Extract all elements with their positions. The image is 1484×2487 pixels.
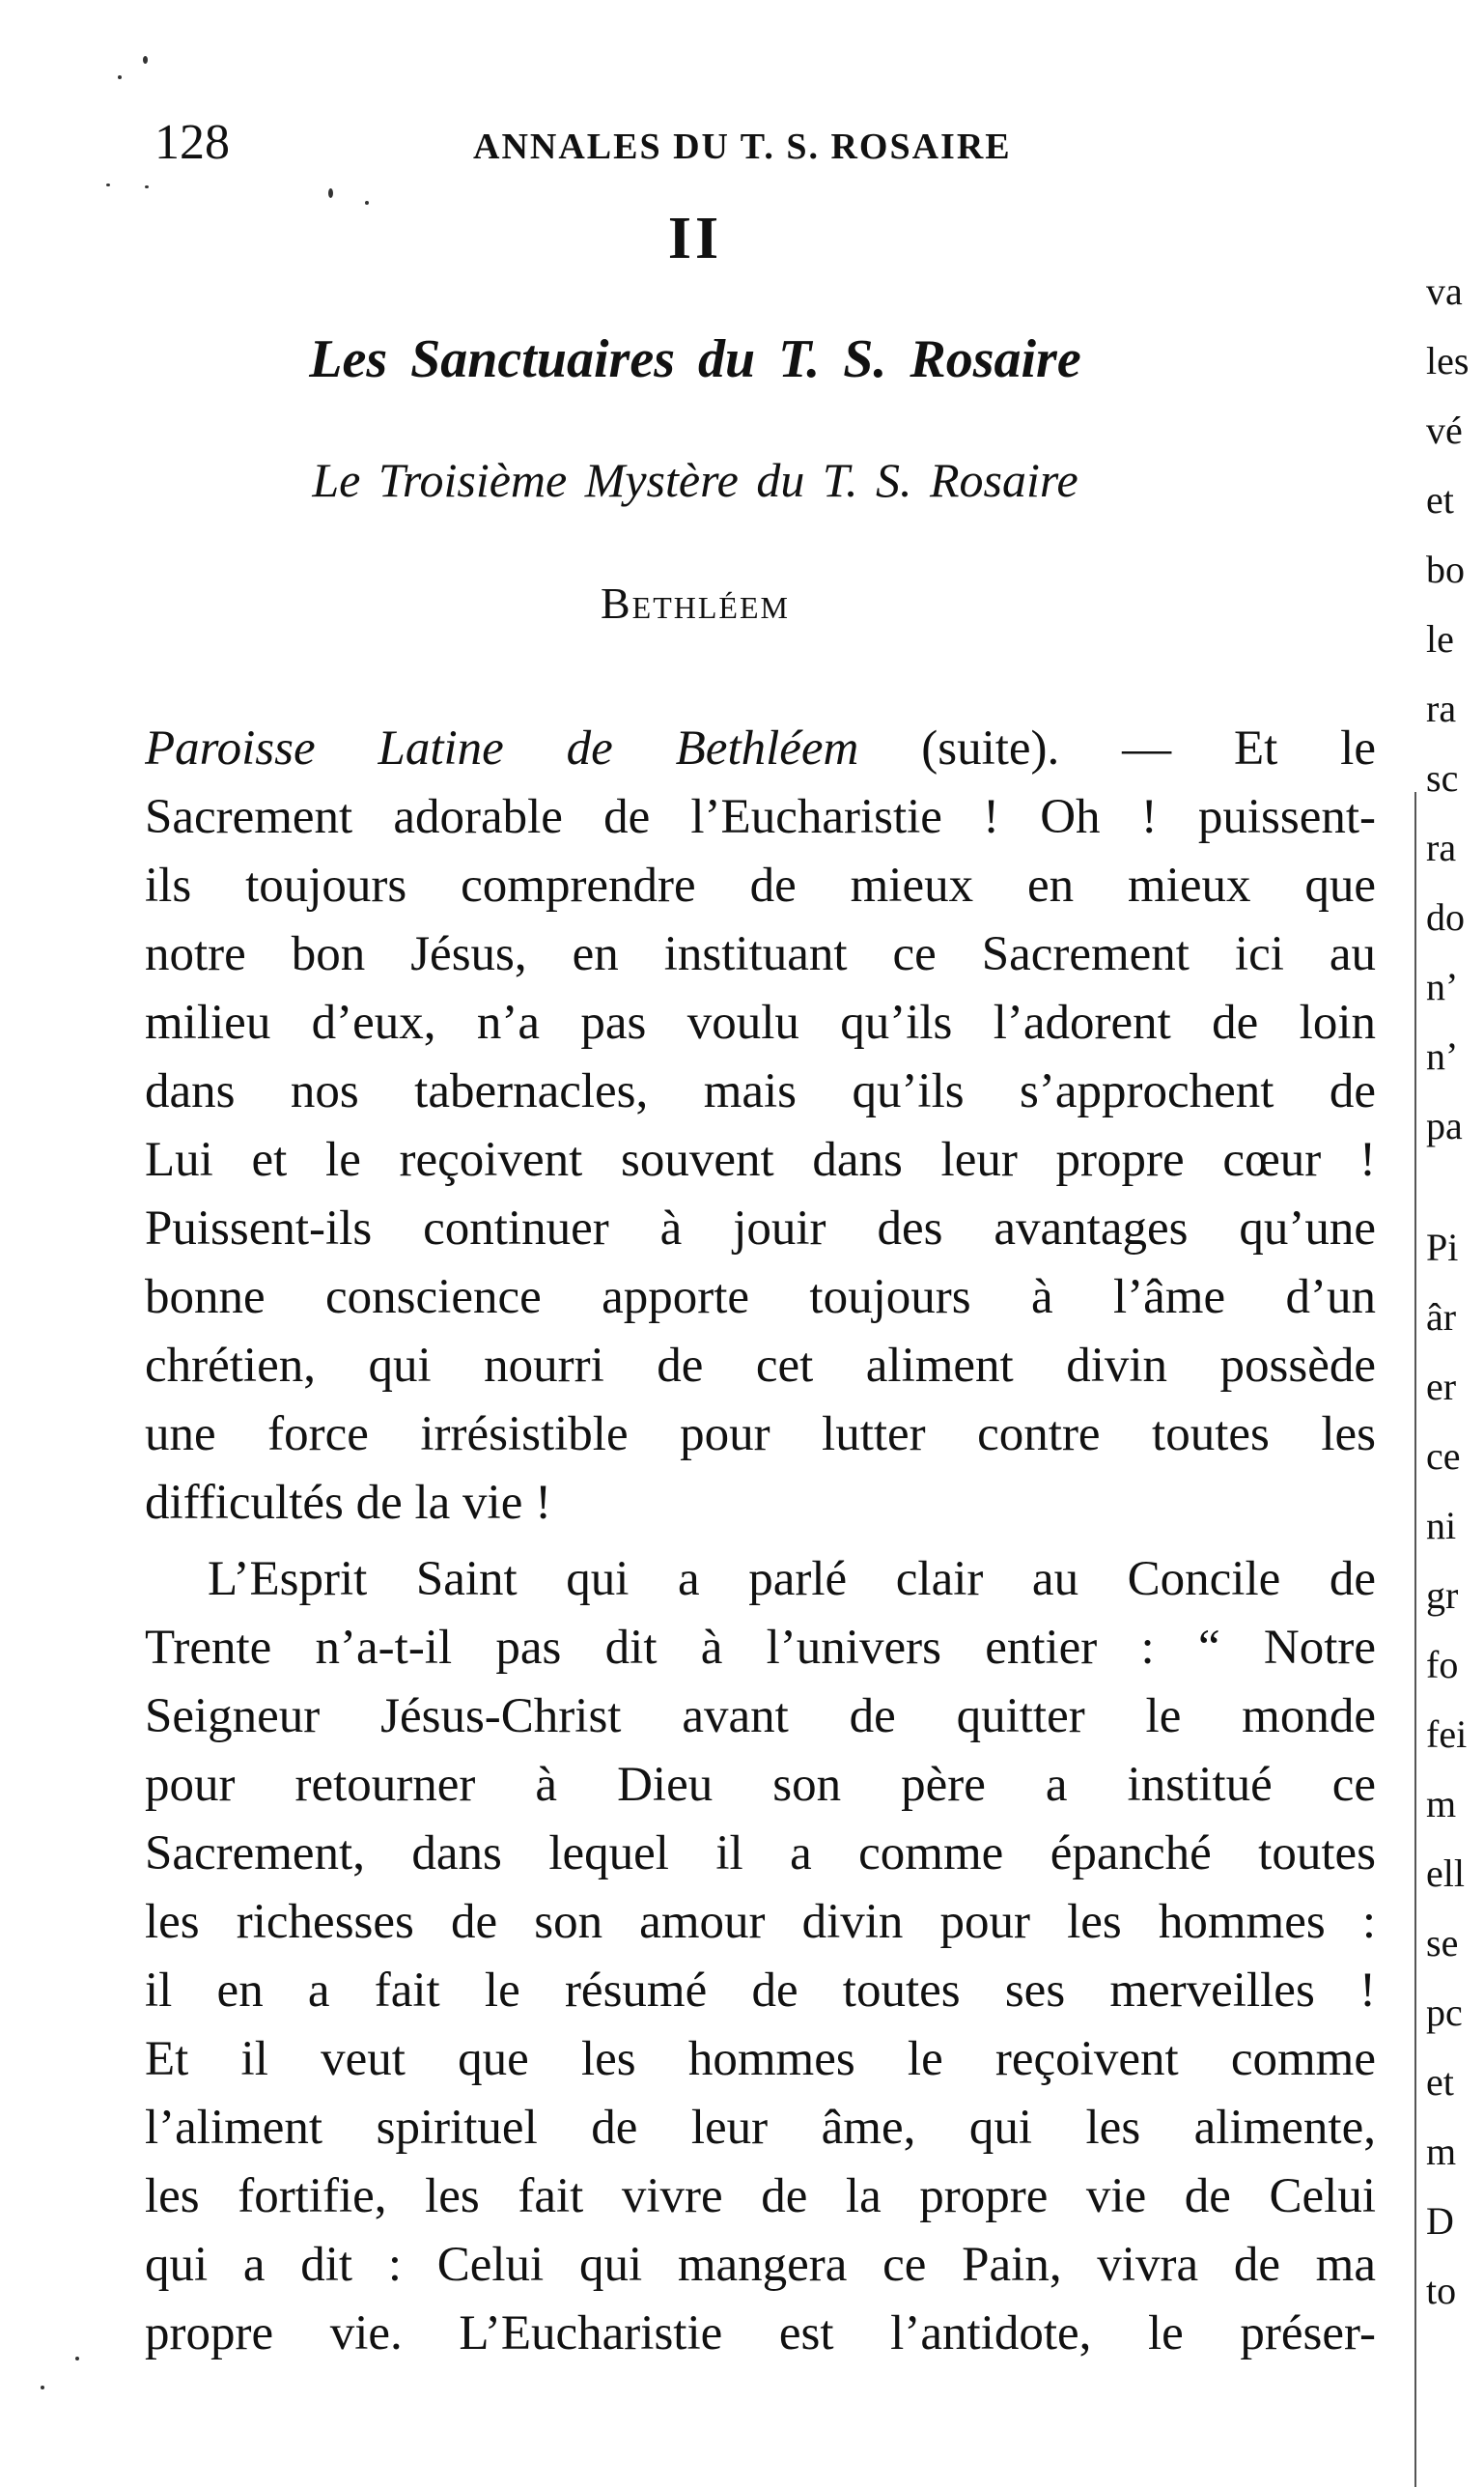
margin-fragment: gr [1426, 1573, 1459, 1617]
body-line: difficultés de la vie ! [145, 1476, 552, 1530]
ink-speck [328, 188, 333, 198]
margin-fragment: âr [1426, 1295, 1457, 1339]
margin-fragment: va [1426, 269, 1463, 313]
body-line: il en a fait le résumé de toutes ses merveilles ! [145, 1964, 1376, 2018]
section-number: II [667, 206, 723, 271]
body-line: Et il veut que les hommes le reçoivent comme [145, 2032, 1376, 2086]
page-number: 128 [154, 115, 230, 170]
body-line: Seigneur Jésus-Christ avant de quitter le monde [145, 1689, 1376, 1743]
margin-fragment: se [1426, 1921, 1459, 1964]
margin-fragment: sc [1426, 756, 1459, 800]
ink-speck [106, 184, 110, 186]
body-line: ils toujours comprendre de mieux en mieux que [145, 859, 1376, 913]
margin-fragment: fei [1426, 1712, 1468, 1756]
body-line: qui a dit : Celui qui mangera ce Pain, vivra de ma [145, 2238, 1376, 2292]
ink-speck [143, 56, 148, 64]
body-line: chrétien, qui nourri de cet aliment divin possède [145, 1339, 1376, 1393]
margin-fragment: fo [1426, 1643, 1459, 1686]
body-line: les richesses de son amour divin pour les hommes : [145, 1895, 1376, 1949]
margin-fragment: to [1426, 2269, 1457, 2312]
ink-speck [145, 185, 149, 188]
margin-fragment: pc [1426, 1991, 1463, 2034]
body-line: dans nos tabernacles, mais qu’ils s’approchent de [145, 1064, 1376, 1118]
margin-fragment: Pi [1426, 1226, 1459, 1269]
margin-fragment: ell [1426, 1851, 1465, 1895]
body-line-text: (suite). — Et le [921, 721, 1376, 776]
article-subtitle: Le Troisième Mystère du T. S. Rosaire [312, 453, 1078, 507]
body-line: propre vie. L’Eucharistie est l’antidote, le préser- [145, 2306, 1376, 2360]
body-line: milieu d’eux, n’a pas voulu qu’ils l’adorent de loin [145, 996, 1376, 1050]
margin-fragment: do [1426, 895, 1465, 939]
margin-fragment: D [1426, 2199, 1454, 2243]
body-line: Lui et le reçoivent souvent dans leur propre cœur ! [145, 1133, 1376, 1187]
margin-fragment: ra [1426, 687, 1457, 730]
body-line: Trente n’a-t-il pas dit à l’univers entier : “ Notre [145, 1621, 1376, 1675]
running-head: ANNALES DU T. S. ROSAIRE [473, 127, 1012, 167]
margin-fragment: ce [1426, 1434, 1461, 1478]
margin-fragment: bo [1426, 548, 1465, 591]
body-line: pour retourner à Dieu son père a institué ce [145, 1758, 1376, 1812]
adjacent-page-margin [1413, 251, 1484, 2487]
place-heading: Bethléem [601, 579, 790, 628]
margin-fragment: le [1426, 617, 1454, 661]
margin-fragment: m [1426, 1782, 1457, 1825]
margin-fragment: m [1426, 2130, 1457, 2173]
body-line: notre bon Jésus, en instituant ce Sacrement ici au [145, 927, 1376, 981]
margin-fragment: n’ [1426, 965, 1459, 1008]
margin-rule [1414, 792, 1416, 2487]
body-line: bonne conscience apporte toujours à l’âme d’un [145, 1270, 1376, 1324]
ink-speck [365, 201, 369, 205]
margin-fragment: ni [1426, 1504, 1457, 1547]
margin-fragment: les [1426, 339, 1470, 382]
body-line: Sacrement, dans lequel il a comme épanché toutes [145, 1826, 1376, 1880]
ink-speck [41, 2386, 44, 2389]
body-line: une force irrésistible pour lutter contre toutes les [145, 1407, 1376, 1461]
body-line: Sacrement adorable de l’Eucharistie ! Oh ! puissent- [145, 790, 1376, 844]
margin-fragment: et [1426, 478, 1454, 522]
margin-fragment: n’ [1426, 1034, 1459, 1078]
body-line [145, 715, 1376, 783]
margin-fragment: ra [1426, 826, 1457, 869]
article-title: Les Sanctuaires du T. S. Rosaire [309, 329, 1081, 389]
margin-fragment: pa [1426, 1104, 1463, 1147]
margin-fragment: er [1426, 1365, 1457, 1408]
body-line: Puissent-ils continuer à jouir des avantages qu’une [145, 1201, 1376, 1256]
margin-fragment: vé [1426, 409, 1463, 452]
ink-speck [75, 2357, 79, 2360]
body-line: l’aliment spirituel de leur âme, qui les alimente, [145, 2101, 1376, 2155]
margin-fragment: et [1426, 2060, 1454, 2104]
intro-phrase: Paroisse Latine de Bethléem [145, 721, 859, 776]
body-line: les fortifie, les fait vivre de la propre vie de Celui [145, 2169, 1376, 2223]
body-line: L’Esprit Saint qui a parlé clair au Concile de [208, 1552, 1376, 1606]
ink-speck [118, 75, 122, 79]
